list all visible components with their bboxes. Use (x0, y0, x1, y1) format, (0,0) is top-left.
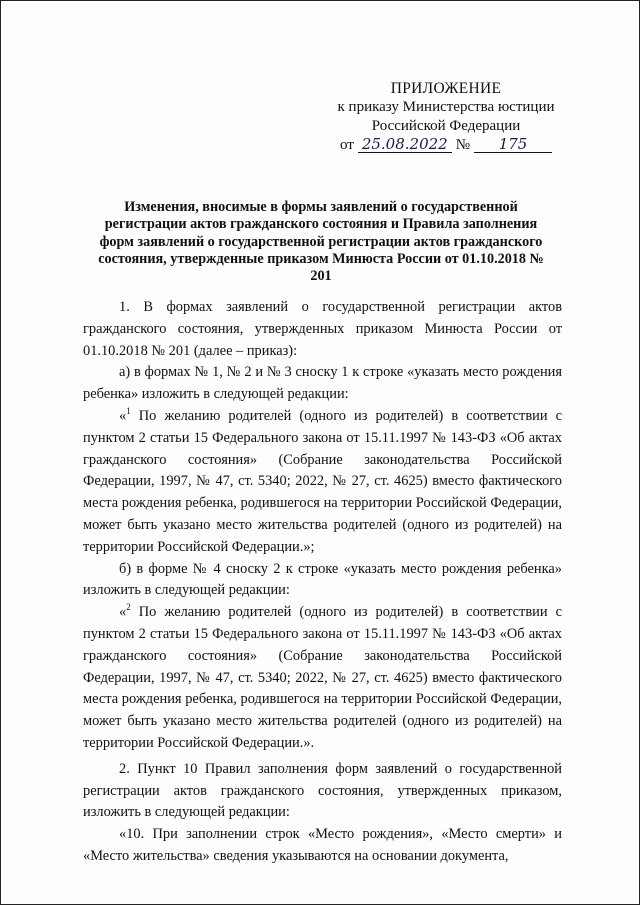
document-body (83, 297, 562, 868)
paragraph-1: 1. В формах заявлений о государственной регистрации актов гражданского состояния, утвержденных приказом Минюста России от 01.10.2018 № 201 (далее – приказ): (83, 299, 562, 359)
order-date: 25.08.2022 (358, 136, 452, 153)
paragraph-3 (83, 406, 562, 559)
from-label: от (339, 137, 354, 153)
quote-open: « (119, 604, 127, 621)
paragraph-2: а) в формах № 1, № 2 и № 3 сноску 1 к строке «указать место рождения ребенка» изложить в следующей редакции: (83, 364, 562, 403)
paragraph-7: «10. При заполнении строк «Место рождения», «Место смерти» и «Место жительства» сведения указываются на основании документа, (83, 826, 562, 864)
appendix-header (331, 79, 561, 155)
footnote-marker-2: 2 (126, 602, 131, 613)
appendix-line-2: Российской Федерации (371, 118, 521, 134)
footnote-text-1: По желанию родителей (одного из родителей) в соответствии с пунктом 2 статьи 15 Федерального закона от 15.11.1997 № 143-ФЗ «Об актах гражданского состояния» (Собрание законодательства Российской Федерации, 1997, № 47, ст. 5340; 2022, № 27, ст. 4625) вместо фактического места рождения ребенка, родившегося на территории Российской Федерации, может быть указано место жительства родителей (одного из родителей) на территории Российской Федерации.»; (83, 407, 562, 555)
paragraph-5 (83, 602, 562, 755)
appendix-title: ПРИЛОЖЕНИЕ (390, 80, 502, 97)
order-date-number (331, 136, 561, 155)
quote-open: « (119, 407, 127, 424)
footnote-text-2: По желанию родителей (одного из родителей) в соответствии с пунктом 2 статьи 15 Федерального закона от 15.11.1997 № 143-ФЗ «Об актах гражданского состояния» (Собрание законодательства Российской Федерации, 1997, № 47, ст. 5340; 2022, № 27, ст. 4625) вместо фактического места рождения ребенка, родившегося на территории Российской Федерации, может быть указано место жительства родителей (одного из родителей) на территории Российской Федерации.». (83, 604, 562, 751)
paragraph-4: б) в форме № 4 сноску 2 к строке «указать место рождения ребенка» изложить в следующей редакции: (83, 560, 562, 599)
paragraph-6: 2. Пункт 10 Правил заполнения форм заявлений о государственной регистрации актов гражданского состояния, утвержденных приказом, изложить в следующей редакции: (83, 760, 562, 821)
document-heading: Изменения, вносимые в формы заявлений о государственной регистрации актов гражданского состояния и Правила заполнения форм заявлений о государственной регистрации актов гражданского состояния, утвержденные приказом Минюста России от 01.10.2018 № 201 (98, 199, 544, 285)
footnote-marker-1: 1 (126, 406, 131, 417)
number-label: № (455, 137, 471, 153)
appendix-line-1: к приказу Министерства юстиции (337, 99, 555, 115)
order-number: 175 (474, 136, 552, 153)
